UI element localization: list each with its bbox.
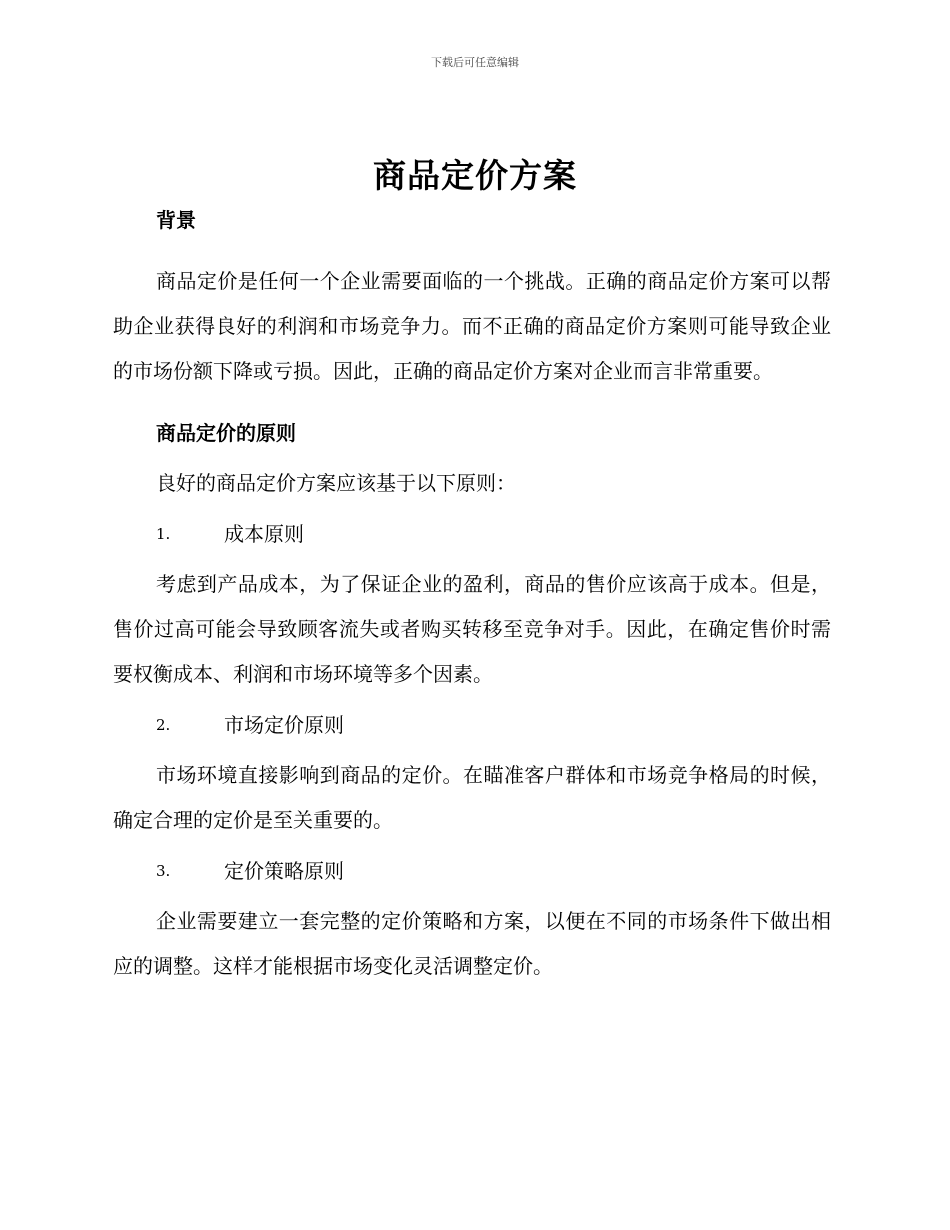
list-item-1: [113, 517, 831, 551]
document-body: [113, 203, 831, 989]
section-heading-background: 背景: [156, 208, 196, 232]
document-title: 商品定价方案: [373, 156, 577, 195]
list-label: 成本原则: [224, 522, 304, 546]
paragraph-item-2: 市场环境直接影响到商品的定价。在瞄准客户群体和市场竞争格局的时候，确定合理的定价是至关重要的。: [113, 763, 831, 832]
list-item-3: [113, 854, 831, 888]
list-number: 3.: [156, 862, 171, 880]
paragraph-background: 商品定价是任何一个企业需要面临的一个挑战。正确的商品定价方案可以帮助企业获得良好的利润和市场竞争力。而不正确的商品定价方案则可能导致企业的市场份额下降或亏损。因此，正确的商品定价方案对企业而言非常重要。: [113, 269, 831, 383]
list-label: 定价策略原则: [224, 859, 344, 883]
paragraph-item-3: 企业需要建立一套完整的定价策略和方案，以便在不同的市场条件下做出相应的调整。这样才能根据市场变化灵活调整定价。: [113, 909, 831, 978]
list-number: 2.: [156, 716, 171, 734]
list-number: 1.: [156, 525, 171, 543]
header-note: 下载后可任意编辑: [431, 56, 519, 69]
paragraph-item-1: 考虑到产品成本，为了保证企业的盈利，商品的售价应该高于成本。但是，售价过高可能会导致顾客流失或者购买转移至竞争对手。因此，在确定售价时需要权衡成本、利润和市场环境等多个因素。: [113, 572, 831, 686]
paragraph-principles-intro: 良好的商品定价方案应该基于以下原则：: [156, 471, 516, 495]
list-item-2: [113, 708, 831, 742]
section-heading-principles: 商品定价的原则: [156, 421, 296, 445]
list-label: 市场定价原则: [224, 713, 344, 737]
